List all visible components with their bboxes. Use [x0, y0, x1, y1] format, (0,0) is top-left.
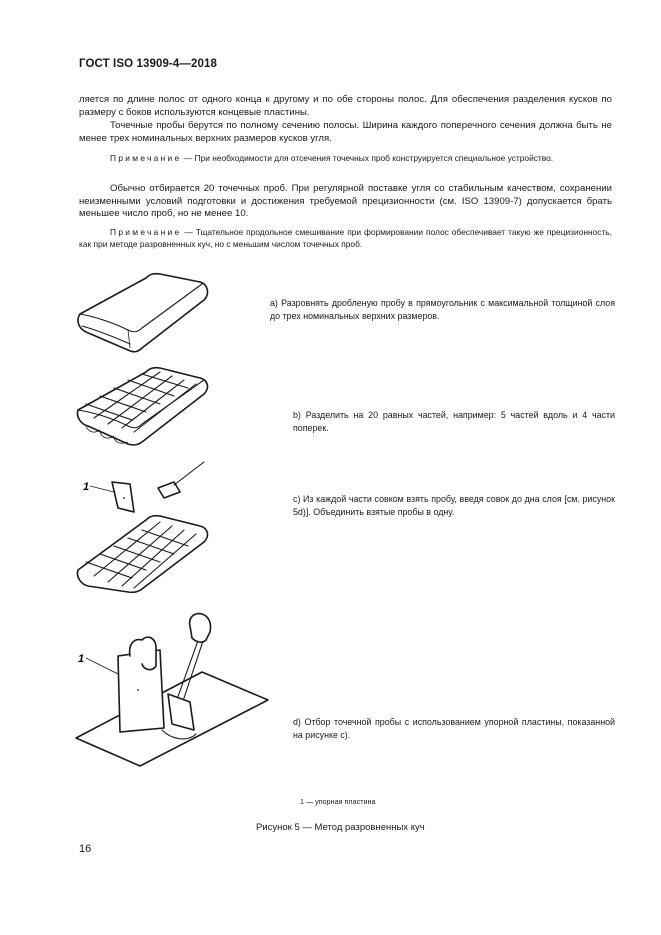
step-a-caption: a) Разровнять дробленую пробу в прямоугольник с максимальной толщиной слоя до трех номинальных верхних размеров. — [270, 298, 615, 321]
note-1-label: Примечание — [110, 153, 182, 163]
stop-plate-mark — [137, 689, 139, 691]
figure-a-flattened-pile — [72, 270, 212, 360]
step-d-caption: d) Отбор точечной пробы с использованием упорной пластины, показанной на рисунке с). — [293, 717, 615, 740]
figure-c-scoop-sampling — [72, 458, 212, 593]
note-2-text: — Тщательное продольное смешивание при формировании полос обеспечивает такую же прецизионность, как при методе разровненных куч, но с меньшим числом точечных проб. — [79, 227, 612, 250]
page-header: ГОСТ ISO 13909-4—2018 — [79, 58, 217, 70]
note-2 — [79, 226, 612, 250]
callout-1-d: 1 — [78, 653, 85, 665]
callout-1-c: 1 — [83, 481, 90, 493]
page-number: 16 — [79, 843, 92, 855]
note-2-label: Примечание — [110, 227, 182, 237]
plate-mark — [123, 497, 125, 499]
note-1 — [79, 152, 612, 164]
figure-d-stop-plate-sampling — [72, 610, 272, 770]
paragraph-sample-count: Обычно отбирается 20 точечных проб. При регулярной поставке угля со стабильным качеством, сохранении неизменными условий подготовки и достижения требуемой прецизионности (см. ISO 13909-7) допускается брать меньшее число проб, но не менее 10. — [79, 183, 612, 220]
figure-legend: 1 — упорная пластина — [300, 797, 376, 806]
note-1-text: — При необходимости для отсечения точечных проб конструируется специальное устройство. — [181, 153, 554, 163]
figure-caption: Рисунок 5 — Метод разровненных куч — [256, 822, 425, 833]
step-b-caption: b) Разделить на 20 равных частей, например: 5 частей вдоль и 4 части поперек. — [293, 410, 615, 433]
figure-b-divided-pile — [72, 364, 212, 454]
step-c-caption: c) Из каждой части совком взять пробу, введя совок до дна слоя [см. рисунок 5d)]. Объединить взятые пробы в одну. — [293, 494, 615, 517]
paragraph-spot-samples: Точечные пробы берутся по полному сечению полосы. Ширина каждого поперечного сечения должна быть не менее трех номинальных верхних размеров кусков угля. — [79, 120, 612, 144]
paragraph-continuation: ляется по длине полос от одного конца к другому и по обе стороны полос. Для обеспечения разделения кусков по размеру с боков используются концевые пластины. — [79, 94, 612, 118]
